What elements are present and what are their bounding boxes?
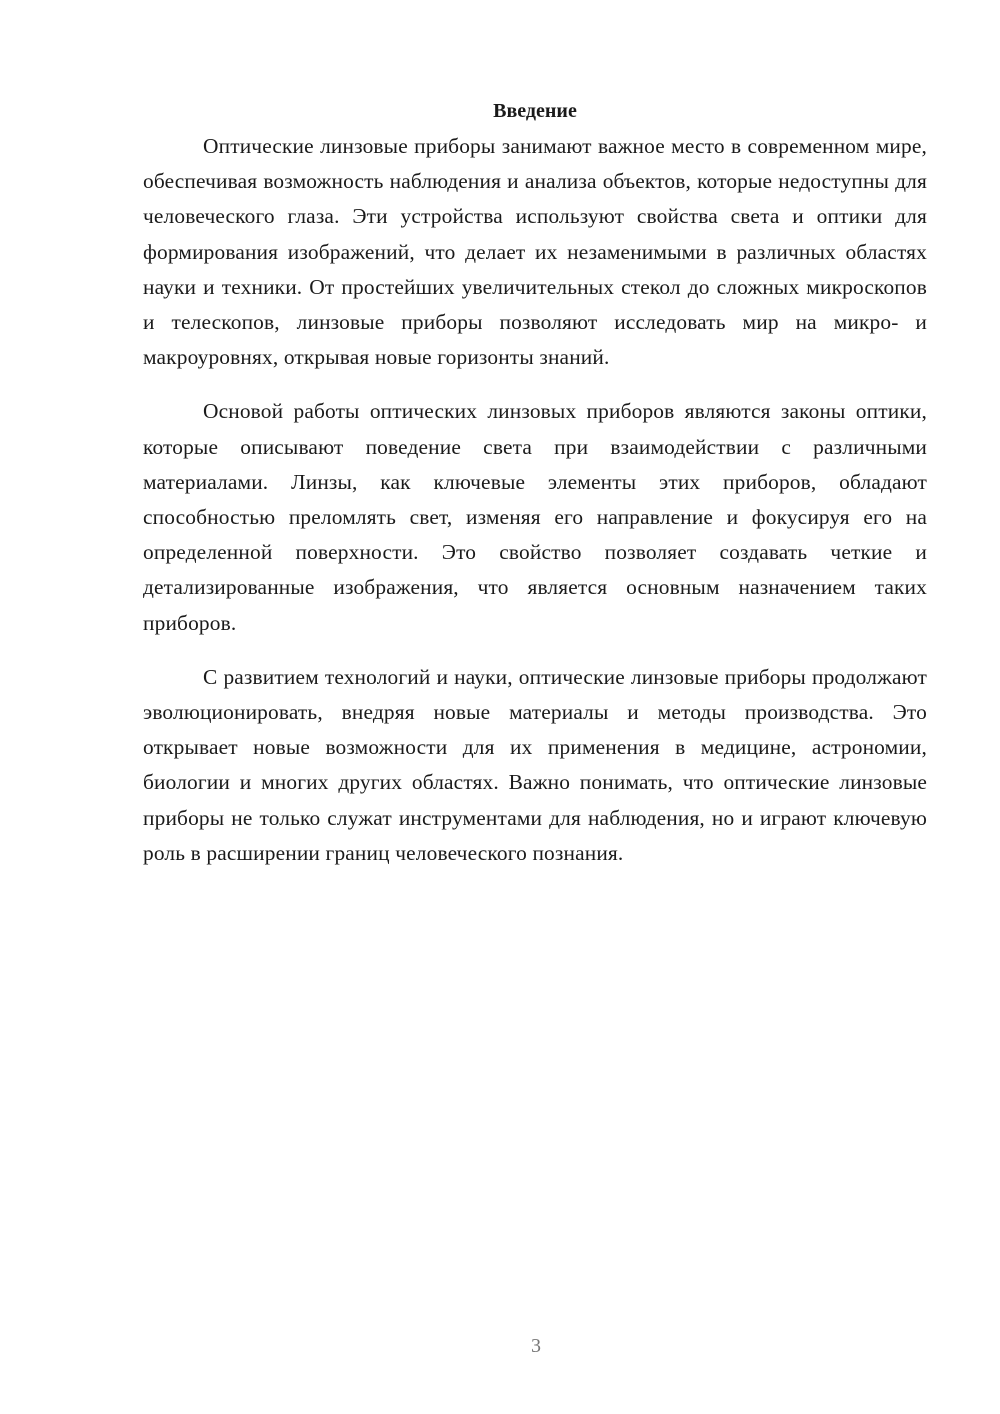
paragraph-2: Основой работы оптических линзовых приборов являются законы оптики, которые описывают поведение света при взаимодействии с различными материалами. Линзы, как ключевые элементы этих приборов, обладают способностью преломлять свет, изменяя его направление и фокусируя его на определенной поверхности. Это свойство позволяет создавать четкие и детализированные изображения, что является основным назначением таких приборов.	[143, 399, 927, 635]
paragraph-3: С развитием технологий и науки, оптические линзовые приборы продолжают эволюционировать, внедряя новые материалы и методы производства. Это открывает новые возможности для их применения в медицине, астрономии, биологии и многих других областях. Важно понимать, что оптические линзовые приборы не только служат инструментами для наблюдения, но и играют ключевую роль в расширении границ человеческого познания.	[143, 664, 927, 865]
paragraph-1: Оптические линзовые приборы занимают важное место в современном мире, обеспечивая возможность наблюдения и анализа объектов, которые недоступны для человеческого глаза. Эти устройства используют свойства света и оптики для формирования изображений, что делает их незаменимыми в различных областях науки и техники. От простейших увеличительных стекол до сложных микроскопов и телескопов, линзовые приборы позволяют исследовать мир на микро- и макроуровнях, открывая новые горизонты знаний.	[143, 134, 927, 370]
page-number: 3	[531, 1335, 541, 1357]
page-content	[143, 96, 927, 871]
section-heading: Введение	[493, 100, 577, 122]
